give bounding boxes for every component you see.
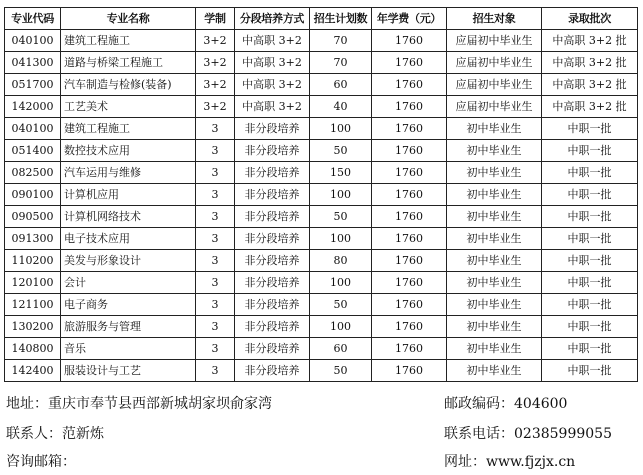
cell-plan-count: 70 [310,52,372,74]
cell-target: 初中毕业生 [447,250,542,272]
cell-code: 051700 [5,74,61,96]
cell-target: 应届初中毕业生 [447,52,542,74]
cell-target: 初中毕业生 [447,162,542,184]
cell-tuition: 1760 [372,360,447,382]
cell-batch: 中职一批 [542,162,638,184]
cell-plan-count: 50 [310,360,372,382]
cell-duration: 3+2 [196,30,235,52]
table-row [5,316,638,338]
cell-code: 120100 [5,272,61,294]
cell-target: 应届初中毕业生 [447,74,542,96]
header-tuition: 年学费（元） [372,8,447,30]
cell-name: 汽车制造与检修(装备) [61,74,196,96]
header-code: 专业代码 [5,8,61,30]
postcode-text: 邮政编码：404600 [444,396,568,412]
cell-plan-count: 100 [310,184,372,206]
cell-duration: 3 [196,184,235,206]
table-row [5,206,638,228]
cell-batch: 中职一批 [542,228,638,250]
cell-name: 电子商务 [61,294,196,316]
table-row [5,338,638,360]
cell-name: 会计 [61,272,196,294]
header-duration: 学制 [196,8,235,30]
cell-duration: 3+2 [196,52,235,74]
cell-name: 计算机应用 [61,184,196,206]
cell-training-mode: 非分段培养 [235,272,310,294]
header-name: 专业名称 [61,8,196,30]
table-row [5,184,638,206]
cell-batch: 中职一批 [542,294,638,316]
cell-batch: 中职一批 [542,184,638,206]
cell-target: 初中毕业生 [447,272,542,294]
cell-name: 建筑工程施工 [61,118,196,140]
cell-code: 051400 [5,140,61,162]
cell-plan-count: 80 [310,250,372,272]
table-row [5,96,638,118]
table-row [5,360,638,382]
table-row [5,140,638,162]
cell-name: 电子技术应用 [61,228,196,250]
website-text: 网址：www.fjzjx.cn [444,454,576,470]
cell-name: 道路与桥梁工程施工 [61,52,196,74]
header-target: 招生对象 [447,8,542,30]
cell-training-mode: 非分段培养 [235,294,310,316]
cell-duration: 3 [196,316,235,338]
cell-batch: 中职一批 [542,316,638,338]
cell-tuition: 1760 [372,162,447,184]
table-row [5,74,638,96]
cell-plan-count: 40 [310,96,372,118]
cell-tuition: 1760 [372,294,447,316]
cell-training-mode: 非分段培养 [235,206,310,228]
cell-code: 110200 [5,250,61,272]
cell-plan-count: 100 [310,118,372,140]
cell-batch: 中职一批 [542,118,638,140]
cell-tuition: 1760 [372,184,447,206]
cell-code: 082500 [5,162,61,184]
cell-plan-count: 100 [310,316,372,338]
cell-training-mode: 非分段培养 [235,184,310,206]
cell-tuition: 1760 [372,206,447,228]
cell-duration: 3 [196,206,235,228]
cell-tuition: 1760 [372,228,447,250]
cell-training-mode: 非分段培养 [235,250,310,272]
cell-plan-count: 60 [310,74,372,96]
cell-tuition: 1760 [372,338,447,360]
cell-code: 090100 [5,184,61,206]
cell-duration: 3 [196,338,235,360]
cell-duration: 3+2 [196,74,235,96]
cell-batch: 中高职 3+2 批 [542,74,638,96]
cell-code: 040100 [5,30,61,52]
cell-target: 初中毕业生 [447,140,542,162]
cell-training-mode: 非分段培养 [235,118,310,140]
cell-name: 工艺美术 [61,96,196,118]
cell-target: 初中毕业生 [447,338,542,360]
cell-training-mode: 中高职 3+2 [235,52,310,74]
header-batch: 录取批次 [542,8,638,30]
cell-training-mode: 中高职 3+2 [235,74,310,96]
cell-batch: 中高职 3+2 批 [542,52,638,74]
cell-name: 汽车运用与维修 [61,162,196,184]
cell-plan-count: 70 [310,30,372,52]
header-plan-count: 招生计划数 [310,8,372,30]
cell-batch: 中职一批 [542,272,638,294]
cell-duration: 3 [196,250,235,272]
table-body [5,30,638,382]
cell-training-mode: 非分段培养 [235,316,310,338]
table-row [5,294,638,316]
cell-duration: 3 [196,140,235,162]
cell-tuition: 1760 [372,30,447,52]
cell-tuition: 1760 [372,272,447,294]
cell-tuition: 1760 [372,74,447,96]
cell-plan-count: 150 [310,162,372,184]
email-text: 咨询邮箱： [6,454,76,470]
cell-batch: 中职一批 [542,206,638,228]
cell-code: 140800 [5,338,61,360]
cell-code: 130200 [5,316,61,338]
contact-person-text: 联系人：范新炼 [6,426,104,442]
enrollment-table [4,7,638,382]
cell-training-mode: 非分段培养 [235,140,310,162]
cell-duration: 3 [196,162,235,184]
table-row [5,118,638,140]
cell-target: 初中毕业生 [447,360,542,382]
cell-tuition: 1760 [372,52,447,74]
cell-tuition: 1760 [372,96,447,118]
cell-training-mode: 中高职 3+2 [235,30,310,52]
cell-plan-count: 100 [310,272,372,294]
cell-target: 应届初中毕业生 [447,96,542,118]
cell-target: 初中毕业生 [447,316,542,338]
cell-tuition: 1760 [372,118,447,140]
cell-name: 音乐 [61,338,196,360]
cell-code: 142400 [5,360,61,382]
table-row [5,162,638,184]
cell-training-mode: 非分段培养 [235,162,310,184]
cell-tuition: 1760 [372,250,447,272]
cell-target: 应届初中毕业生 [447,30,542,52]
cell-tuition: 1760 [372,140,447,162]
table-row [5,30,638,52]
table-header-row [5,8,638,30]
cell-duration: 3+2 [196,96,235,118]
cell-duration: 3 [196,360,235,382]
table-row [5,272,638,294]
cell-code: 041300 [5,52,61,74]
cell-duration: 3 [196,272,235,294]
cell-target: 初中毕业生 [447,184,542,206]
cell-code: 091300 [5,228,61,250]
cell-batch: 中高职 3+2 批 [542,30,638,52]
cell-plan-count: 100 [310,228,372,250]
table-row [5,250,638,272]
header-training-mode: 分段培养方式 [235,8,310,30]
cell-batch: 中职一批 [542,140,638,162]
cell-batch: 中高职 3+2 批 [542,96,638,118]
cell-target: 初中毕业生 [447,118,542,140]
cell-duration: 3 [196,228,235,250]
cell-batch: 中职一批 [542,360,638,382]
cell-target: 初中毕业生 [447,294,542,316]
cell-plan-count: 50 [310,140,372,162]
cell-target: 初中毕业生 [447,206,542,228]
address-text: 地址：重庆市奉节县西部新城胡家坝俞家湾 [6,396,272,412]
cell-code: 090500 [5,206,61,228]
cell-plan-count: 50 [310,294,372,316]
cell-duration: 3 [196,294,235,316]
cell-name: 建筑工程施工 [61,30,196,52]
cell-training-mode: 中高职 3+2 [235,96,310,118]
cell-code: 040100 [5,118,61,140]
cell-code: 142000 [5,96,61,118]
cell-code: 121100 [5,294,61,316]
cell-duration: 3 [196,118,235,140]
phone-text: 联系电话：02385999055 [444,426,612,442]
cell-training-mode: 非分段培养 [235,228,310,250]
cell-name: 旅游服务与管理 [61,316,196,338]
cell-plan-count: 50 [310,206,372,228]
table-row [5,228,638,250]
cell-tuition: 1760 [372,316,447,338]
cell-name: 美发与形象设计 [61,250,196,272]
cell-name: 数控技术应用 [61,140,196,162]
cell-training-mode: 非分段培养 [235,338,310,360]
cell-target: 初中毕业生 [447,228,542,250]
cell-plan-count: 60 [310,338,372,360]
cell-training-mode: 非分段培养 [235,360,310,382]
cell-name: 计算机网络技术 [61,206,196,228]
table-row [5,52,638,74]
cell-name: 服装设计与工艺 [61,360,196,382]
cell-batch: 中职一批 [542,250,638,272]
cell-batch: 中职一批 [542,338,638,360]
